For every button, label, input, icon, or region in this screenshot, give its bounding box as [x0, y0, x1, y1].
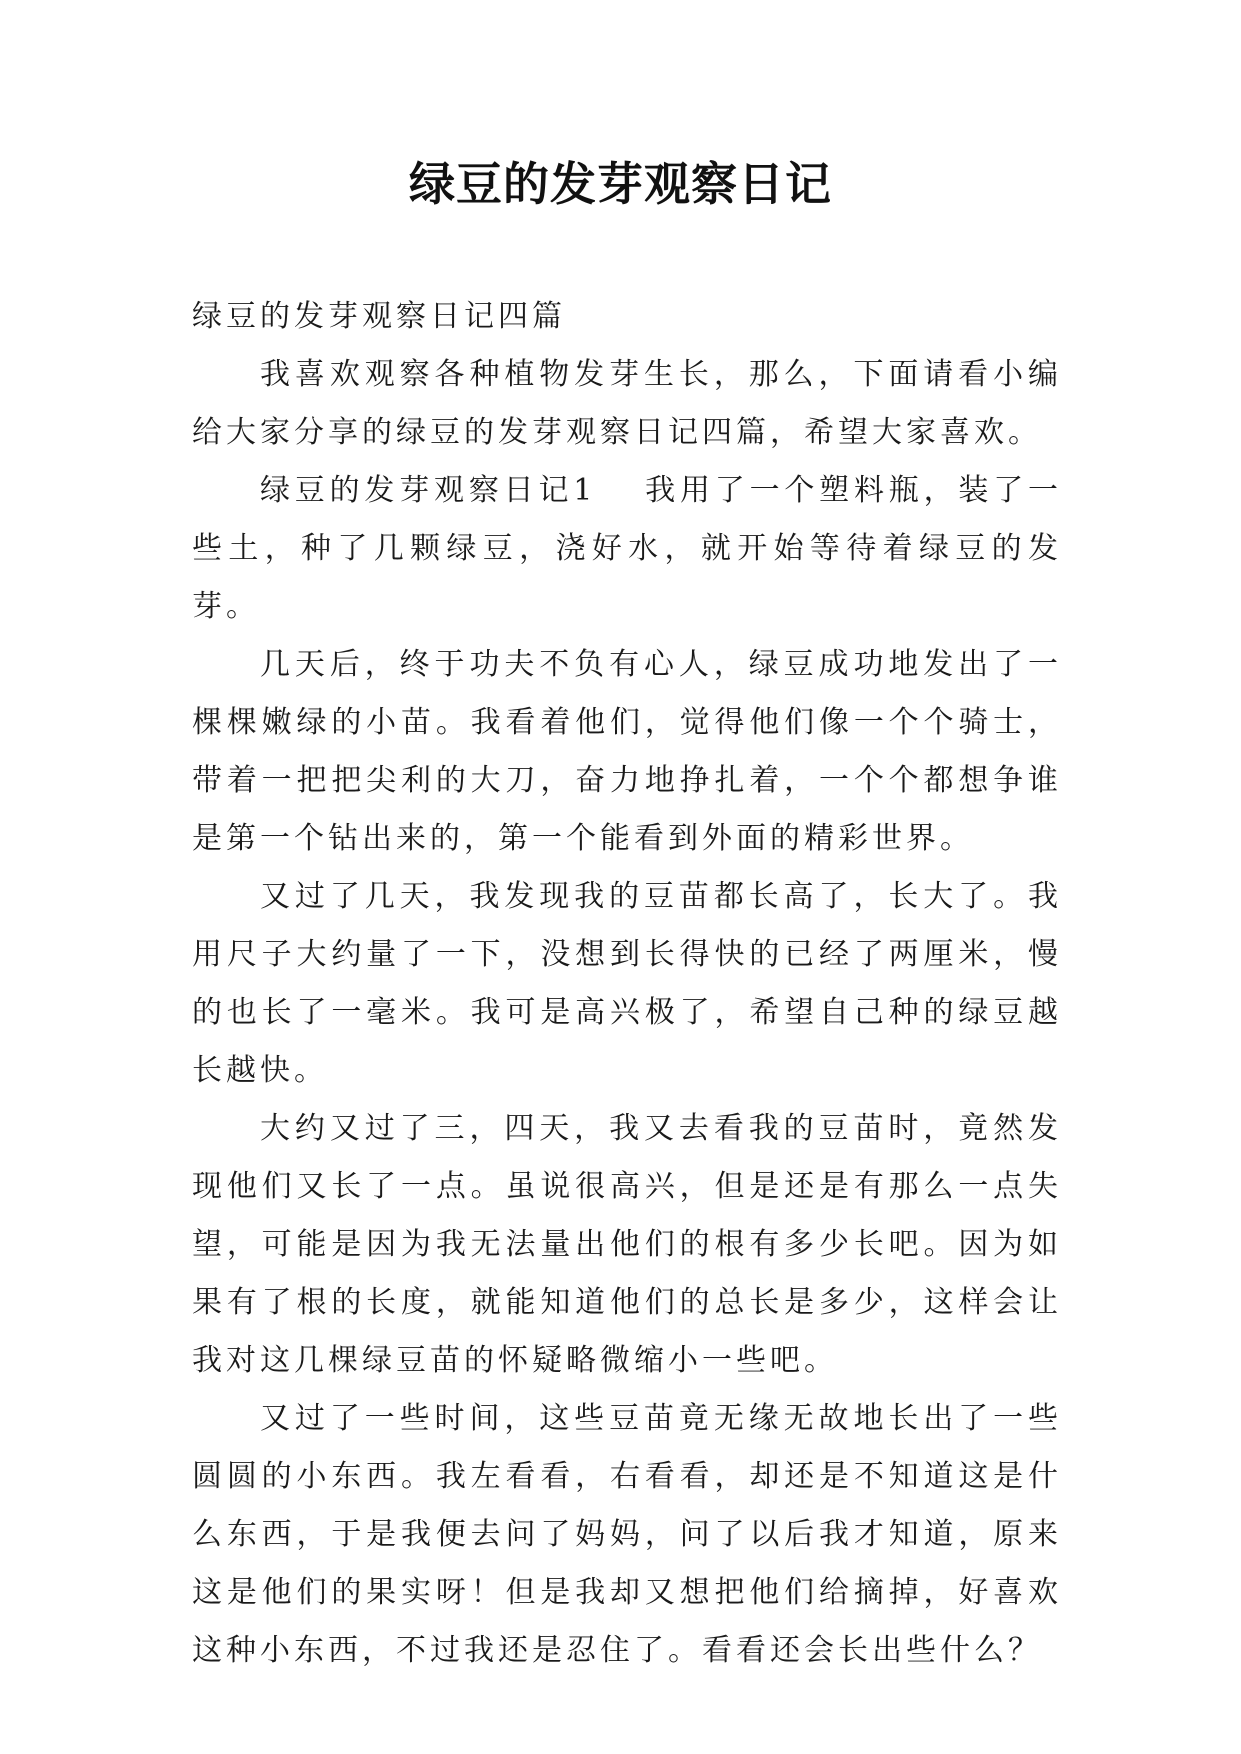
intro-paragraph: 我喜欢观察各种植物发芽生长，那么，下面请看小编给大家分享的绿豆的发芽观察日记四篇，希望大家喜欢。 [192, 357, 1062, 450]
entry-paragraph [192, 462, 1062, 636]
body-paragraph: 大约又过了三，四天，我又去看我的豆苗时，竟然发现他们又长了一点。虽说很高兴，但是还是有那么一点失望，可能是因为我无法量出他们的根有多少长吧。因为如果有了根的长度，就能知道他们的总长是多少，这样会让我对这几棵绿豆苗的怀疑略微缩小一些吧。 [192, 1111, 1062, 1378]
body-paragraph: 又过了一些时间，这些豆苗竟无缘无故地长出了一些圆圆的小东西。我左看看，右看看，却还是不知道这是什么东西，于是我便去问了妈妈，问了以后我才知道，原来这是他们的果实呀！但是我却又想把他们给摘掉，好喜欢这种小东西，不过我还是忍住了。看看还会长出些什么？ [192, 1401, 1062, 1668]
body-paragraph: 几天后，终于功夫不负有心人，绿豆成功地发出了一棵棵嫩绿的小苗。我看着他们，觉得他们像一个个骑士，带着一把把尖利的大刀，奋力地挣扎着，一个个都想争谁是第一个钻出来的，第一个能看到外面的精彩世界。 [192, 647, 1062, 856]
body-paragraph: 又过了几天，我发现我的豆苗都长高了，长大了。我用尺子大约量了一下，没想到长得快的已经了两厘米，慢的也长了一毫米。我可是高兴极了，希望自己种的绿豆越长越快。 [192, 879, 1062, 1088]
document-title: 绿豆的发芽观察日记 [409, 157, 832, 211]
entry-first-sentence: 我用了一个塑料瓶，装了一些土，种了几颗绿豆，浇好水，就开始等待着绿豆的发芽。 [192, 473, 1063, 624]
entry-heading: 绿豆的发芽观察日记1 [260, 473, 597, 508]
document-body [192, 288, 1062, 1680]
document-subtitle: 绿豆的发芽观察日记四篇 [192, 299, 566, 334]
